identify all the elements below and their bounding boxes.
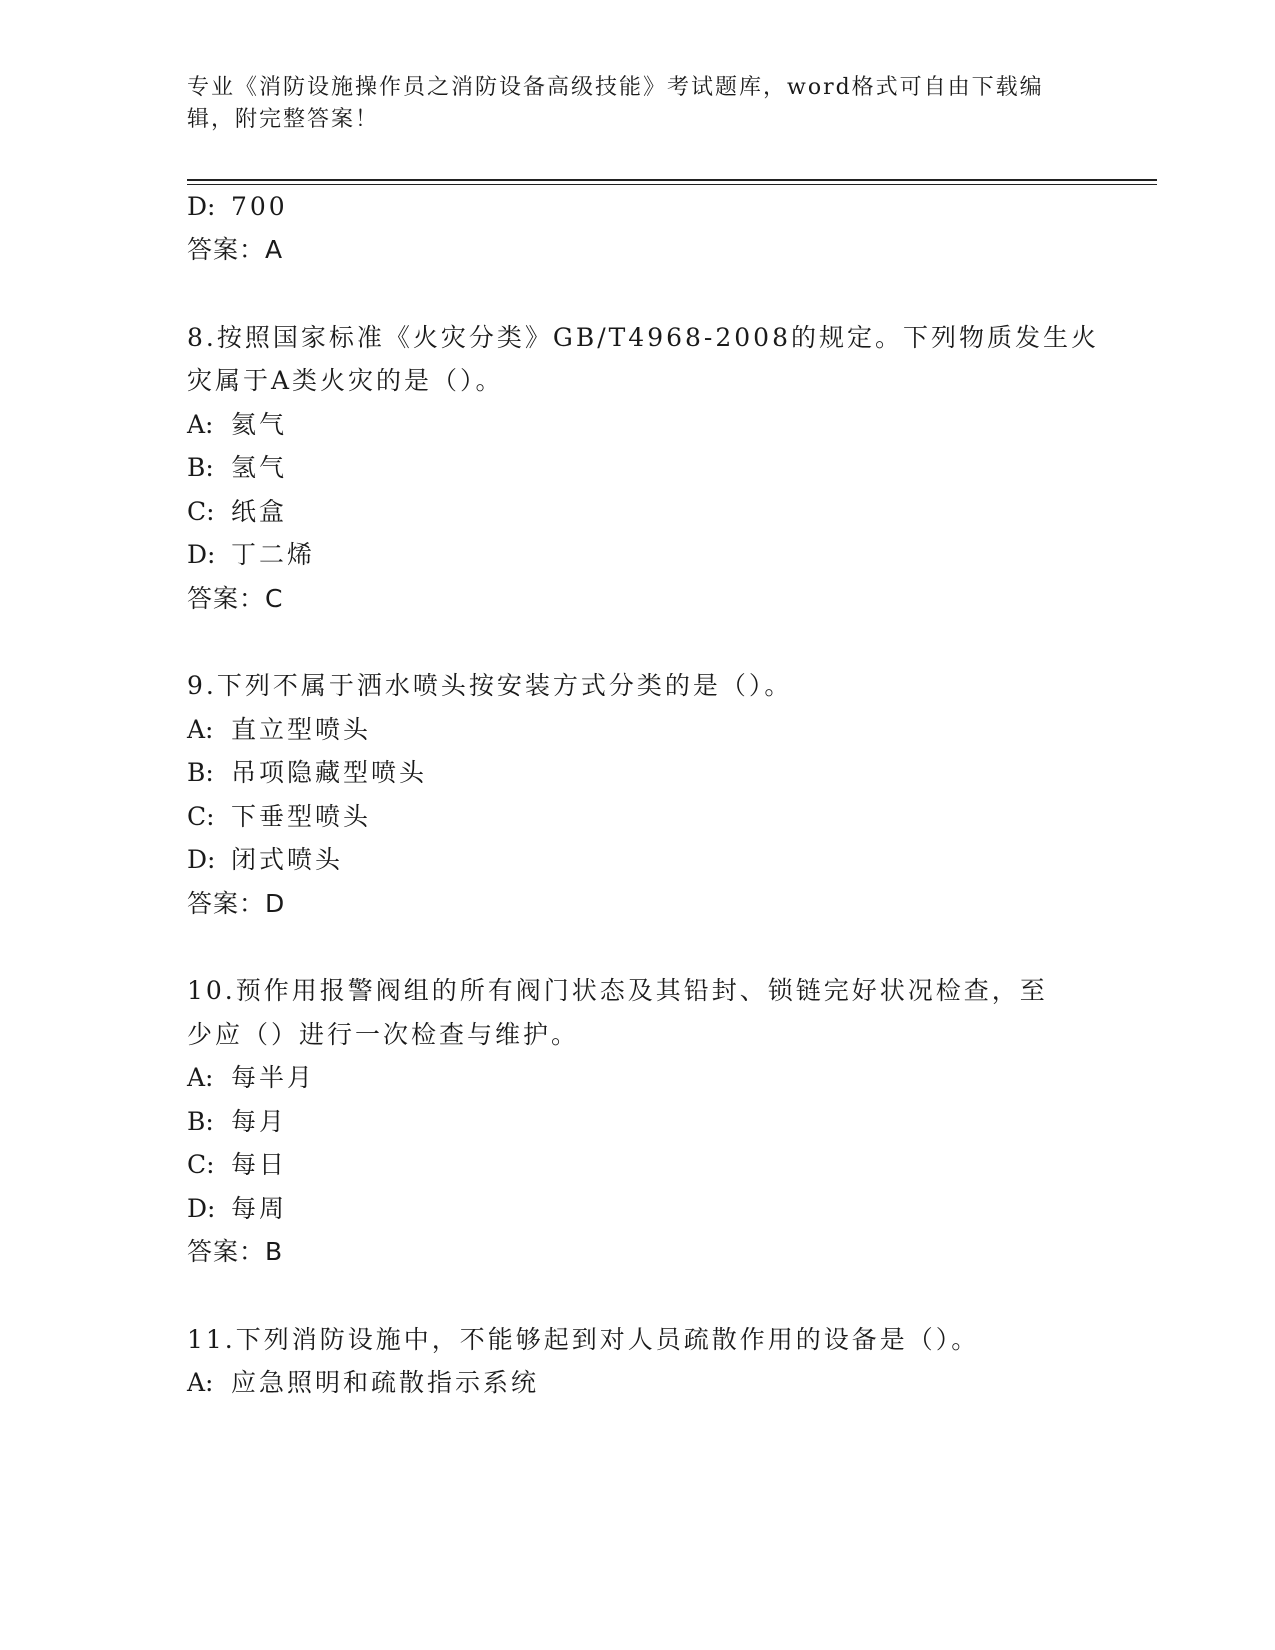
question-10-answer: 答案：B xyxy=(187,1237,284,1266)
question-9-option-b: B: 吊项隐藏型喷头 xyxy=(187,758,428,787)
question-8-option-a: A: 氦气 xyxy=(187,410,288,439)
question-9-answer: 答案：D xyxy=(187,889,286,918)
prev-answer: 答案：A xyxy=(187,235,284,264)
question-9-option-a: A: 直立型喷头 xyxy=(187,715,372,744)
question-10-stem-line-1: 10.预作用报警阀组的所有阀门状态及其铅封、锁链完好状况检查，至 xyxy=(187,976,1048,1005)
question-10-stem-line-2: 少应（）进行一次检查与维护。 xyxy=(187,1020,580,1049)
question-10-option-a: A: 每半月 xyxy=(187,1063,316,1092)
document-page xyxy=(187,0,1157,1650)
question-8-option-d: D: 丁二烯 xyxy=(187,540,316,569)
prev-option-d: D: 700 xyxy=(187,192,288,221)
question-9-option-c: C: 下垂型喷头 xyxy=(187,802,372,831)
document-header xyxy=(187,72,1087,136)
question-8-option-b: B: 氢气 xyxy=(187,453,288,482)
header-line-2: 辑，附完整答案！ xyxy=(187,107,380,132)
header-line-1: 专业《消防设施操作员之消防设备高级技能》考试题库，word格式可自由下载编 xyxy=(187,75,1044,100)
question-9-option-d: D: 闭式喷头 xyxy=(187,845,344,874)
question-11-option-a: A: 应急照明和疏散指示系统 xyxy=(187,1368,540,1397)
question-11-stem-line-1: 11.下列消防设施中，不能够起到对人员疏散作用的设备是（）。 xyxy=(187,1325,980,1354)
header-divider-thin xyxy=(187,184,1157,185)
question-8-answer: 答案：C xyxy=(187,584,284,613)
header-divider-thick xyxy=(187,179,1157,181)
question-9-stem-line-1: 9.下列不属于洒水喷头按安装方式分类的是（）。 xyxy=(187,671,793,700)
question-10-option-d: D: 每周 xyxy=(187,1194,288,1223)
question-8-stem-line-2: 灾属于A类火灾的是（）。 xyxy=(187,366,504,395)
question-8-stem-line-1: 8.按照国家标准《火灾分类》GB/T4968-2008的规定。下列物质发生火 xyxy=(187,323,1099,352)
question-8-option-c: C: 纸盒 xyxy=(187,497,288,526)
question-10-option-c: C: 每日 xyxy=(187,1150,288,1179)
question-10-option-b: B: 每月 xyxy=(187,1107,288,1136)
